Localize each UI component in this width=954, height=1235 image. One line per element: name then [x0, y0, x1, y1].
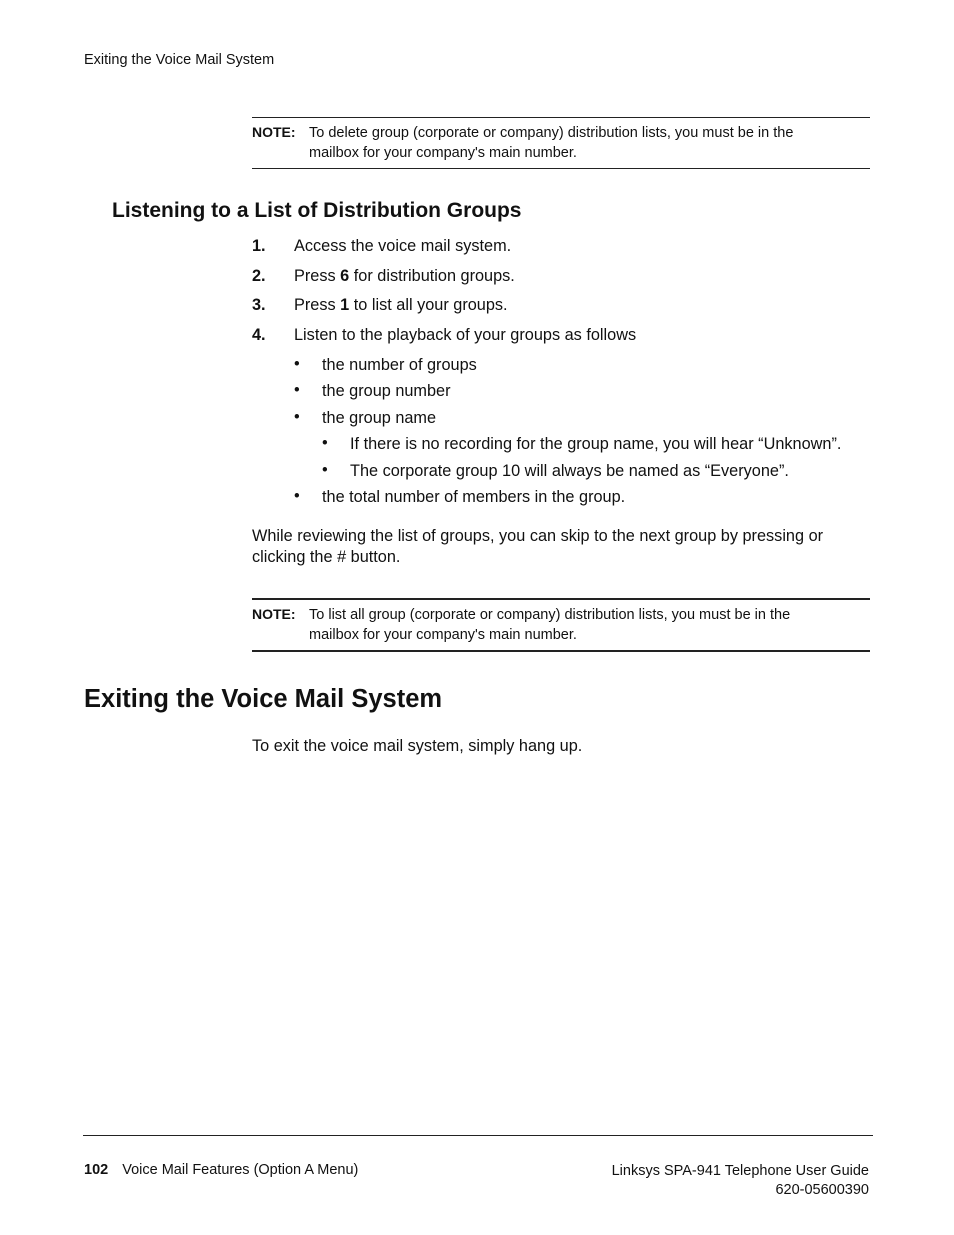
- footer-divider: [83, 1135, 873, 1136]
- page-number: 102: [84, 1162, 109, 1178]
- section-subheading: Listening to a List of Distribution Groups: [112, 199, 522, 222]
- footer-right: [612, 1162, 869, 1200]
- key-digit: 1: [340, 296, 350, 314]
- step-text: [294, 296, 508, 315]
- step-text-part: to list all your groups.: [349, 296, 508, 314]
- note-text: [309, 606, 869, 645]
- bullet-text: the number of groups: [322, 356, 477, 374]
- step-text-part: for distribution groups.: [349, 267, 515, 285]
- note-box-delete-groups: [252, 117, 870, 169]
- step-text-part: Press: [294, 267, 341, 285]
- document-number: 620-05600390: [775, 1182, 869, 1198]
- body-paragraph: To exit the voice mail system, simply hang up.: [252, 737, 583, 755]
- step-number: 1.: [252, 237, 266, 255]
- bullet-glyph: •: [322, 434, 328, 452]
- step-text: Listen to the playback of your groups as follows: [294, 326, 637, 344]
- bullet-glyph: •: [294, 381, 300, 399]
- note-line: To list all group (corporate or company) distribution lists, you must be in the: [309, 607, 791, 623]
- bullet-text: If there is no recording for the group name, you will hear “Unknown”.: [350, 435, 842, 453]
- step-text: [294, 267, 515, 286]
- footer-left: [84, 1162, 358, 1178]
- note-label: NOTE:: [252, 124, 296, 140]
- bullet-text: the group name: [322, 409, 437, 427]
- step-text: Access the voice mail system.: [294, 237, 512, 255]
- note-label: NOTE:: [252, 606, 296, 622]
- bullet-text: The corporate group 10 will always be named as “Everyone”.: [350, 462, 789, 480]
- bullet-text: the group number: [322, 382, 451, 400]
- bullet-glyph: •: [322, 461, 328, 479]
- note-text: [309, 124, 869, 163]
- bullet-glyph: •: [294, 408, 300, 426]
- note-box-list-groups: [252, 598, 870, 652]
- note-line: To delete group (corporate or company) distribution lists, you must be in the: [309, 125, 794, 141]
- key-digit: 6: [340, 267, 350, 285]
- bullet-glyph: •: [294, 355, 300, 373]
- section-heading: Exiting the Voice Mail System: [84, 685, 443, 713]
- step-number: 4.: [252, 326, 266, 344]
- guide-title: Linksys SPA-941 Telephone User Guide: [611, 1163, 869, 1179]
- step-number: 3.: [252, 296, 266, 314]
- chapter-title: Voice Mail Features (Option A Menu): [122, 1162, 359, 1178]
- bullet-glyph: •: [294, 487, 300, 505]
- step-number: 2.: [252, 267, 266, 285]
- step-text-part: Press: [294, 296, 341, 314]
- body-paragraph: While reviewing the list of groups, you can skip to the next group by pressing or clicking the # button.: [252, 527, 824, 566]
- note-line: mailbox for your company's main number.: [309, 626, 577, 643]
- running-header: Exiting the Voice Mail System: [84, 52, 275, 68]
- note-line: mailbox for your company's main number.: [309, 144, 577, 161]
- bullet-text: the total number of members in the group.: [322, 488, 626, 506]
